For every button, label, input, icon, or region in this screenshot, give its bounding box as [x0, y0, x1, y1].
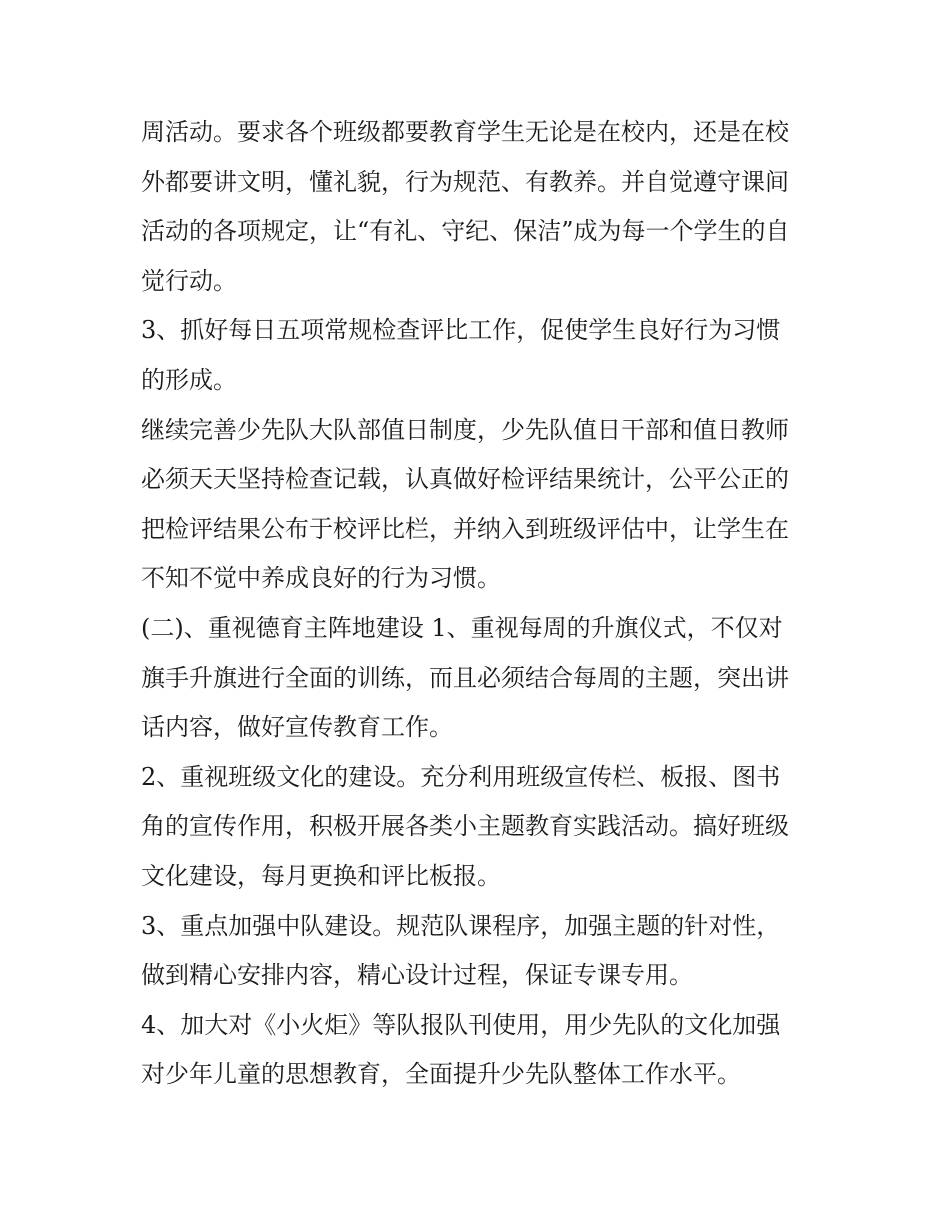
paragraph-duty-system: 继续完善少先队大队部值日制度，少先队值日干部和值日教师 必须天天坚持检查记载，认真做好检评结果统计，公平公正的 把检评结果公布于校评比栏，并纳入到班级评估中，让学生在 不知不觉中养成良好的行为习惯。 [141, 415, 789, 593]
paragraph-squad-building: 3、重点加强中队建设。规范队课程序，加强主题的针对性， 做到精心安排内容，精心设计过程，保证专课专用。 [141, 911, 781, 990]
paragraph-class-culture: 2、重视班级文化的建设。充分利用班级宣传栏、板报、图书 角的宣传作用，积极开展各类小主题教育实践活动。搞好班级 文化建设，每月更换和评比板报。 [141, 762, 789, 890]
document-body [141, 108, 821, 1100]
paragraph-weekly-activity: 周活动。要求各个班级都要教育学生无论是在校内，还是在校 外都要讲文明，懂礼貌，行为规范、有教养。并自觉遵守课间 活动的各项规定，让“有礼、守纪、保洁”成为每一个学生的自 觉行动。 [141, 118, 790, 295]
paragraph-flag-ceremony: (二)、重视德育主阵地建设 1、重视每周的升旗仪式，不仅对 旗手升旗进行全面的训练，而且必须结合每周的主题，突出讲 话内容，做好宣传教育工作。 [141, 613, 789, 742]
paragraph-publications: 4、加大对《小火炬》等队报队刊使用，用少先队的文化加强 对少年儿童的思想教育，全面提升少先队整体工作水平。 [141, 1010, 781, 1089]
paragraph-daily-inspection: 3、抓好每日五项常规检查评比工作，促使学生良好行为习惯 的形成。 [141, 316, 781, 394]
